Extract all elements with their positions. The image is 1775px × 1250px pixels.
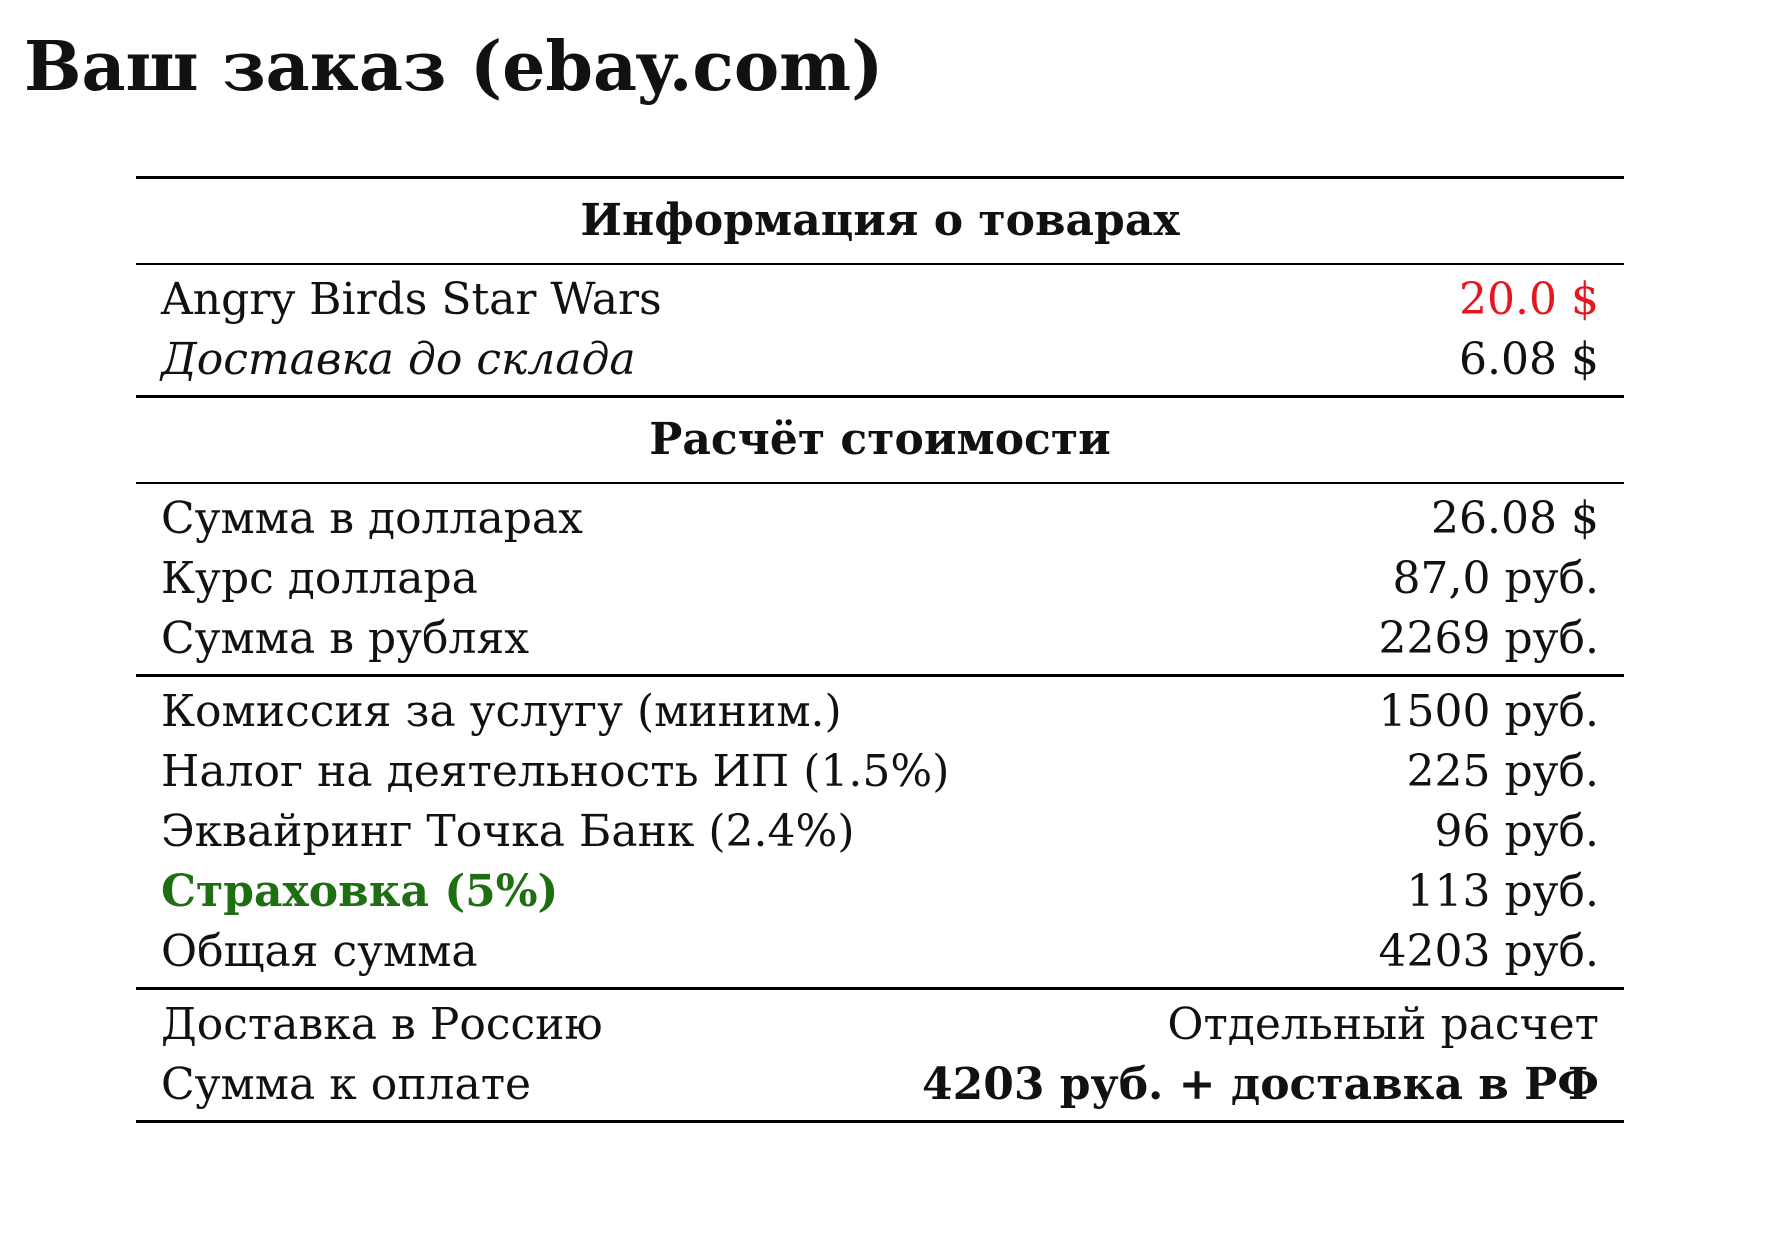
service-fee-value: 1500 руб.: [1378, 685, 1599, 737]
rub-sum-label: Сумма в рублях: [161, 612, 530, 664]
total-label: Общая сумма: [161, 925, 478, 977]
acquiring-value: 96 руб.: [1434, 805, 1599, 857]
amount-due-value: 4203 руб. + доставка в РФ: [921, 1058, 1599, 1110]
warehouse-shipping-label: Доставка до склада: [161, 333, 636, 385]
item-name: Angry Birds Star Wars: [161, 273, 662, 325]
exchange-rate-row: [136, 548, 1624, 608]
tax-value: 225 руб.: [1406, 745, 1599, 797]
tax-row: [136, 741, 1624, 801]
exchange-rate-value: 87,0 руб.: [1392, 552, 1599, 604]
items-block: [136, 265, 1624, 395]
insurance-value: 113 руб.: [1406, 865, 1599, 917]
total-row: [136, 921, 1624, 981]
conversion-block: [136, 484, 1624, 674]
items-section-title: Информация о товарах: [580, 195, 1180, 246]
service-fee-row: [136, 681, 1624, 741]
item-price: 20.0 $: [1459, 273, 1599, 325]
rub-sum-value: 2269 руб.: [1378, 612, 1599, 664]
order-summary-table: [136, 176, 1624, 1123]
fees-block: [136, 677, 1624, 987]
warehouse-shipping-row: [136, 329, 1624, 389]
rub-sum-row: [136, 608, 1624, 668]
calc-section-title: Расчёт стоимости: [649, 414, 1111, 465]
insurance-label: Страховка (5%): [161, 865, 559, 917]
usd-sum-label: Сумма в долларах: [161, 492, 583, 544]
acquiring-label: Эквайринг Точка Банк (2.4%): [161, 805, 855, 857]
service-fee-label: Комиссия за услугу (миним.): [161, 685, 842, 737]
insurance-row: [136, 861, 1624, 921]
final-block: [136, 990, 1624, 1120]
acquiring-row: [136, 801, 1624, 861]
page-title: Ваш заказ (ebay.com): [24, 27, 884, 107]
item-row: [136, 269, 1624, 329]
russia-shipping-label: Доставка в Россию: [161, 998, 603, 1050]
table-bottom-rule: [136, 1120, 1624, 1123]
usd-sum-value: 26.08 $: [1431, 492, 1599, 544]
total-value: 4203 руб.: [1378, 925, 1599, 977]
amount-due-row: [136, 1054, 1624, 1114]
exchange-rate-label: Курс доллара: [161, 552, 478, 604]
russia-shipping-row: [136, 994, 1624, 1054]
tax-label: Налог на деятельность ИП (1.5%): [161, 745, 950, 797]
russia-shipping-value: Отдельный расчет: [1167, 998, 1599, 1050]
amount-due-label: Сумма к оплате: [161, 1058, 532, 1110]
usd-sum-row: [136, 488, 1624, 548]
warehouse-shipping-value: 6.08 $: [1459, 333, 1599, 385]
